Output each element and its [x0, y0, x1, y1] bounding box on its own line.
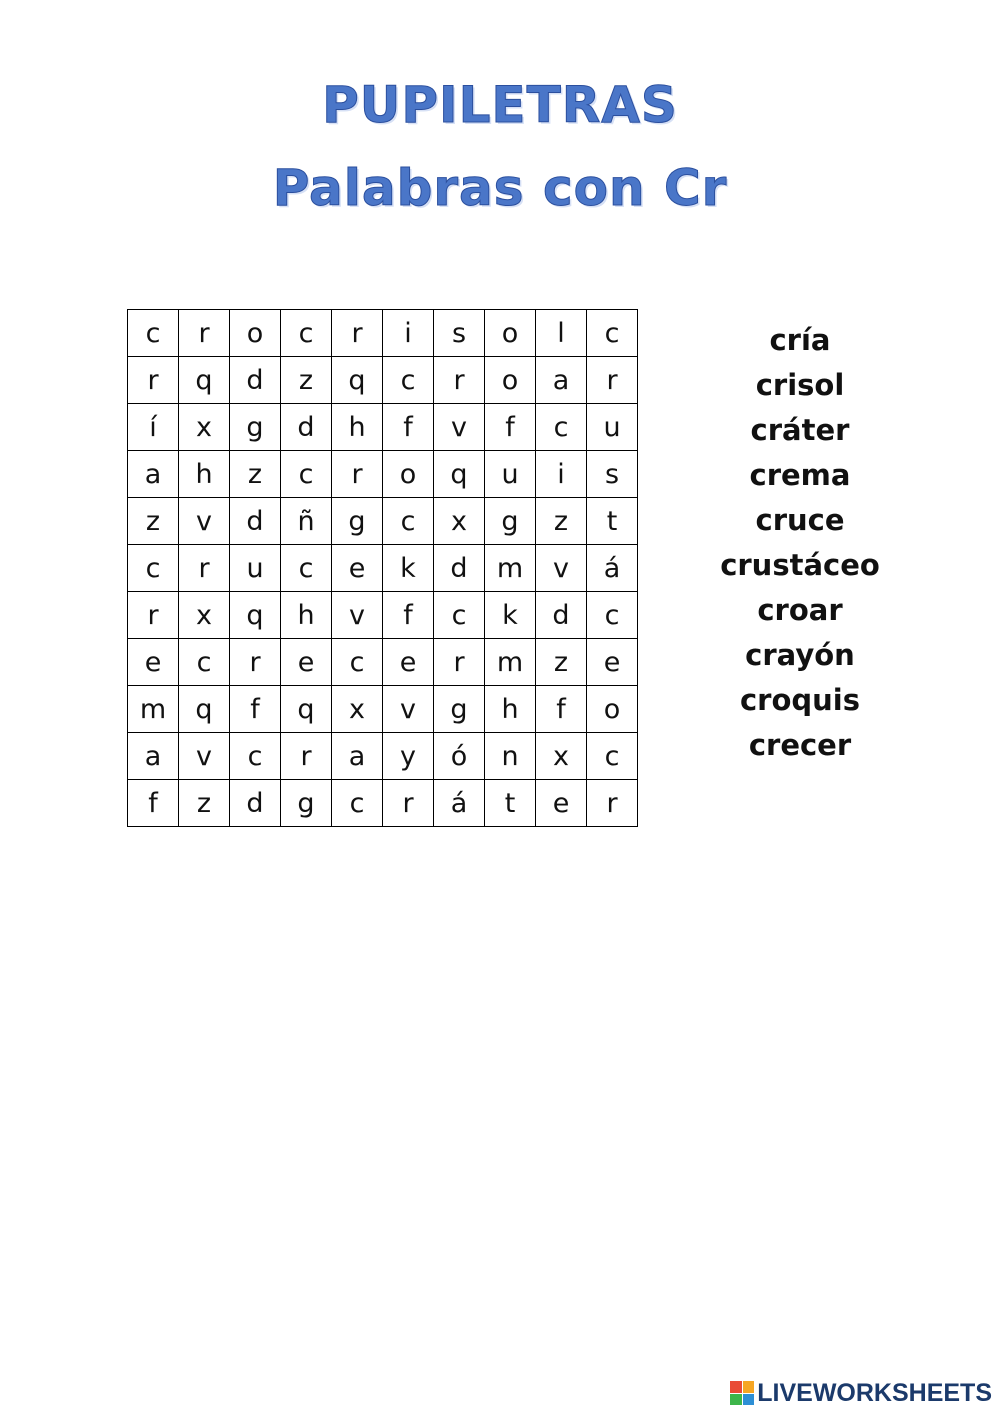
- grid-cell[interactable]: v: [434, 404, 485, 451]
- grid-cell[interactable]: g: [230, 404, 281, 451]
- grid-cell[interactable]: f: [230, 686, 281, 733]
- grid-cell[interactable]: r: [281, 733, 332, 780]
- grid-cell[interactable]: r: [128, 357, 179, 404]
- grid-cell[interactable]: x: [332, 686, 383, 733]
- grid-cell[interactable]: g: [485, 498, 536, 545]
- grid-row: [128, 498, 638, 545]
- grid-cell[interactable]: z: [230, 451, 281, 498]
- word-list-item: crema: [749, 458, 851, 492]
- grid-cell[interactable]: g: [281, 780, 332, 827]
- grid-cell[interactable]: k: [485, 592, 536, 639]
- grid-cell[interactable]: l: [536, 310, 587, 357]
- grid-cell[interactable]: d: [230, 357, 281, 404]
- grid-cell[interactable]: u: [230, 545, 281, 592]
- grid-cell[interactable]: v: [179, 498, 230, 545]
- grid-cell[interactable]: e: [332, 545, 383, 592]
- grid-cell[interactable]: c: [179, 639, 230, 686]
- grid-cell[interactable]: d: [434, 545, 485, 592]
- grid-cell[interactable]: g: [434, 686, 485, 733]
- grid-cell[interactable]: f: [485, 404, 536, 451]
- grid-cell[interactable]: i: [536, 451, 587, 498]
- word-list-item: crecer: [748, 728, 852, 762]
- grid-row: [128, 639, 638, 686]
- grid-row: [128, 357, 638, 404]
- grid-cell[interactable]: r: [128, 592, 179, 639]
- grid-cell[interactable]: y: [383, 733, 434, 780]
- grid-cell[interactable]: c: [128, 310, 179, 357]
- grid-cell[interactable]: q: [230, 592, 281, 639]
- grid-cell[interactable]: o: [485, 357, 536, 404]
- grid-cell[interactable]: i: [383, 310, 434, 357]
- grid-cell[interactable]: c: [587, 310, 638, 357]
- grid-cell[interactable]: d: [230, 780, 281, 827]
- grid-cell[interactable]: r: [587, 780, 638, 827]
- grid-cell[interactable]: c: [281, 451, 332, 498]
- liveworksheets-logo: [730, 1378, 992, 1408]
- grid-cell[interactable]: q: [179, 686, 230, 733]
- grid-cell[interactable]: e: [383, 639, 434, 686]
- word-list-item: croar: [757, 593, 843, 627]
- grid-cell[interactable]: d: [281, 404, 332, 451]
- grid-cell[interactable]: c: [587, 592, 638, 639]
- grid-cell[interactable]: c: [434, 592, 485, 639]
- grid-cell[interactable]: e: [536, 780, 587, 827]
- grid-cell[interactable]: o: [230, 310, 281, 357]
- grid-cell[interactable]: z: [281, 357, 332, 404]
- word-list-item: crayón: [745, 638, 855, 672]
- grid-cell[interactable]: z: [536, 639, 587, 686]
- grid-cell[interactable]: r: [434, 357, 485, 404]
- grid-cell[interactable]: h: [485, 686, 536, 733]
- grid-cell[interactable]: c: [536, 404, 587, 451]
- grid-cell[interactable]: o: [383, 451, 434, 498]
- grid-cell[interactable]: ñ: [281, 498, 332, 545]
- grid-row: [128, 545, 638, 592]
- grid-cell[interactable]: c: [128, 545, 179, 592]
- grid-cell[interactable]: c: [587, 733, 638, 780]
- page-title: PUPILETRAS: [322, 76, 678, 134]
- grid-cell[interactable]: t: [587, 498, 638, 545]
- grid-cell[interactable]: a: [332, 733, 383, 780]
- grid-cell[interactable]: h: [179, 451, 230, 498]
- grid-cell[interactable]: x: [434, 498, 485, 545]
- grid-cell[interactable]: r: [179, 545, 230, 592]
- logo-text: LIVEWORKSHEETS: [757, 1378, 992, 1407]
- grid-cell[interactable]: r: [332, 310, 383, 357]
- grid-cell[interactable]: r: [332, 451, 383, 498]
- grid-cell[interactable]: f: [383, 592, 434, 639]
- grid-cell[interactable]: c: [383, 357, 434, 404]
- grid-cell[interactable]: u: [587, 404, 638, 451]
- grid-row: [128, 404, 638, 451]
- word-list-item: cría: [769, 323, 831, 357]
- grid-cell[interactable]: ó: [434, 733, 485, 780]
- grid-cell[interactable]: a: [128, 733, 179, 780]
- grid-cell[interactable]: r: [434, 639, 485, 686]
- grid-cell[interactable]: f: [383, 404, 434, 451]
- grid-cell[interactable]: c: [383, 498, 434, 545]
- grid-cell[interactable]: c: [332, 780, 383, 827]
- grid-row: [128, 310, 638, 357]
- grid-cell[interactable]: a: [128, 451, 179, 498]
- grid-cell[interactable]: x: [179, 404, 230, 451]
- word-list-item: crisol: [755, 368, 845, 402]
- grid-row: [128, 592, 638, 639]
- word-list: [700, 318, 900, 768]
- word-list-item: cruce: [755, 503, 845, 537]
- grid-cell[interactable]: v: [179, 733, 230, 780]
- grid-cell[interactable]: z: [536, 498, 587, 545]
- grid-cell[interactable]: x: [536, 733, 587, 780]
- grid-cell[interactable]: t: [485, 780, 536, 827]
- grid-cell[interactable]: c: [281, 545, 332, 592]
- word-list-item: crustáceo: [720, 548, 880, 582]
- grid-cell[interactable]: s: [434, 310, 485, 357]
- grid-cell[interactable]: e: [281, 639, 332, 686]
- grid-cell[interactable]: h: [332, 404, 383, 451]
- grid-cell[interactable]: e: [128, 639, 179, 686]
- grid-cell[interactable]: z: [179, 780, 230, 827]
- grid-cell[interactable]: c: [281, 310, 332, 357]
- grid-cell[interactable]: á: [434, 780, 485, 827]
- grid-cell[interactable]: o: [587, 686, 638, 733]
- grid-cell[interactable]: q: [434, 451, 485, 498]
- grid-cell[interactable]: z: [128, 498, 179, 545]
- grid-row: [128, 451, 638, 498]
- grid-cell[interactable]: s: [587, 451, 638, 498]
- grid-cell[interactable]: r: [179, 310, 230, 357]
- grid-cell[interactable]: h: [281, 592, 332, 639]
- grid-row: [128, 780, 638, 827]
- grid-cell[interactable]: x: [179, 592, 230, 639]
- grid-cell[interactable]: q: [281, 686, 332, 733]
- grid-cell[interactable]: d: [230, 498, 281, 545]
- grid-cell[interactable]: n: [485, 733, 536, 780]
- grid-cell[interactable]: q: [179, 357, 230, 404]
- grid-cell[interactable]: v: [536, 545, 587, 592]
- grid-cell[interactable]: m: [485, 639, 536, 686]
- grid-cell[interactable]: d: [536, 592, 587, 639]
- grid-cell[interactable]: í: [128, 404, 179, 451]
- grid-cell[interactable]: r: [230, 639, 281, 686]
- grid-cell[interactable]: e: [587, 639, 638, 686]
- grid-cell[interactable]: v: [332, 592, 383, 639]
- grid-cell[interactable]: g: [332, 498, 383, 545]
- liveworksheets-logo-icon: [730, 1381, 754, 1405]
- grid-cell[interactable]: f: [128, 780, 179, 827]
- grid-row: [128, 686, 638, 733]
- grid-cell[interactable]: c: [332, 639, 383, 686]
- grid-cell[interactable]: v: [383, 686, 434, 733]
- grid-cell[interactable]: f: [536, 686, 587, 733]
- grid-cell[interactable]: k: [383, 545, 434, 592]
- grid-cell[interactable]: m: [485, 545, 536, 592]
- grid-cell[interactable]: c: [230, 733, 281, 780]
- grid-cell[interactable]: u: [485, 451, 536, 498]
- word-search-grid: [127, 309, 638, 827]
- grid-cell[interactable]: a: [536, 357, 587, 404]
- grid-cell[interactable]: m: [128, 686, 179, 733]
- grid-row: [128, 733, 638, 780]
- page-subtitle: Palabras con Cr: [272, 159, 728, 217]
- grid-cell[interactable]: r: [383, 780, 434, 827]
- grid-cell[interactable]: o: [485, 310, 536, 357]
- word-list-item: cráter: [750, 413, 850, 447]
- word-list-item: croquis: [739, 683, 861, 717]
- grid-cell[interactable]: á: [587, 545, 638, 592]
- grid-cell[interactable]: r: [587, 357, 638, 404]
- grid-cell[interactable]: q: [332, 357, 383, 404]
